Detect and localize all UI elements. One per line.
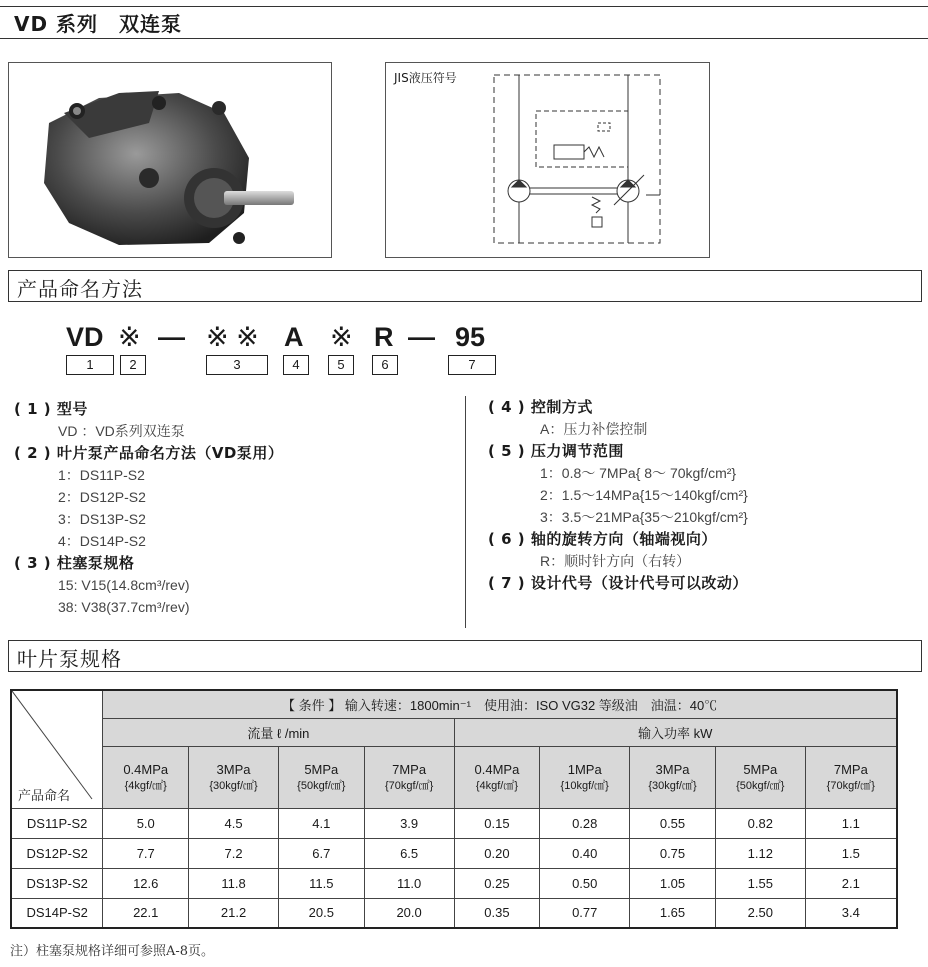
value-cell: 20.5	[278, 898, 364, 928]
value-cell: 7.7	[103, 838, 189, 868]
spec-section-title: 叶片泵规格	[17, 647, 122, 671]
jis-symbol-panel	[385, 62, 710, 258]
value-cell: 0.75	[630, 838, 716, 868]
pressure-header-cell	[278, 746, 364, 808]
table-row	[11, 838, 897, 868]
product-photo	[8, 62, 332, 258]
power-header: 输入功率 kW	[454, 718, 897, 746]
value-cell: 0.77	[540, 898, 630, 928]
item-2-sub-2: 2：DS12P-S2	[58, 489, 146, 505]
pressure-header-cell	[630, 746, 716, 808]
value-cell: 1.5	[805, 838, 897, 868]
value-cell: 0.35	[454, 898, 540, 928]
naming-section-title: 产品命名方法	[17, 277, 143, 301]
column-divider	[465, 396, 466, 628]
title-rule	[0, 38, 928, 39]
value-cell: 3.4	[805, 898, 897, 928]
value-cell: 12.6	[103, 868, 189, 898]
value-cell: 6.5	[364, 838, 454, 868]
item-5-heading: ( 5 ) 压力调节范围	[488, 442, 624, 460]
item-2-sub-1: 1：DS11P-S2	[58, 467, 145, 483]
value-cell: 2.1	[805, 868, 897, 898]
pressure-header-row	[11, 746, 897, 808]
item-2-heading: ( 2 ) 叶片泵产品命名方法（VD泵用）	[14, 444, 284, 462]
naming-section-header	[8, 270, 922, 302]
pressure-header-cell	[715, 746, 805, 808]
jis-label: JIS液压符号	[394, 71, 457, 85]
pressure-mpa: 7MPa	[392, 761, 427, 777]
value-cell: 0.25	[454, 868, 540, 898]
pressure-header-cell	[364, 746, 454, 808]
pressure-mpa: 0.4MPa	[474, 761, 520, 777]
value-cell: 11.8	[189, 868, 279, 898]
value-cell: 1.55	[715, 868, 805, 898]
item-2-sub-4: 4：DS14P-S2	[58, 533, 146, 549]
code-part-5: ※	[330, 322, 353, 352]
naming-items-left	[14, 398, 283, 618]
item-3-sub-1: 15: V15(14.8cm³/rev)	[58, 577, 190, 593]
item-5-sub-3: 3：3.5～21MPa{35～210kgf/cm²}	[540, 509, 748, 525]
condition-cell: 【 条件 】 输入转速：1800min⁻¹ 使用油：ISO VG32 等级油 油温：40℃	[103, 690, 897, 718]
value-cell: 0.20	[454, 838, 540, 868]
value-cell: 0.15	[454, 808, 540, 838]
value-cell: 7.2	[189, 838, 279, 868]
code-part-a: A	[284, 322, 304, 352]
code-box-1: 1	[66, 355, 114, 375]
value-cell: 1.1	[805, 808, 897, 838]
code-box-2: 2	[120, 355, 146, 375]
code-part-2: ※	[118, 322, 141, 352]
value-cell: 4.1	[278, 808, 364, 838]
pressure-header-cell	[454, 746, 540, 808]
footnote: 注）柱塞泵规格详细可参照A-8页。	[10, 944, 215, 959]
corner-label: 产品命名	[18, 787, 71, 803]
pressure-kgf: {4kgf/㎠}	[124, 779, 167, 792]
table-row	[11, 868, 897, 898]
corner-diagonal	[12, 691, 104, 811]
value-cell: 0.55	[630, 808, 716, 838]
code-box-5: 5	[328, 355, 354, 375]
naming-items-right	[488, 396, 748, 594]
item-6-sub: R：顺时针方向（右转）	[540, 553, 691, 569]
item-4-heading: ( 4 ) 控制方式	[488, 398, 593, 416]
pressure-mpa: 3MPa	[655, 761, 690, 777]
item-7-heading: ( 7 ) 设计代号（设计代号可以改动）	[488, 574, 748, 592]
flow-header: 流量 ℓ /min	[103, 718, 454, 746]
value-cell: 1.05	[630, 868, 716, 898]
value-cell: 0.40	[540, 838, 630, 868]
pressure-kgf: {50kgf/㎠}	[297, 779, 346, 792]
value-cell: 22.1	[103, 898, 189, 928]
item-5-sub-1: 1：0.8～ 7MPa{ 8～ 70kgf/cm²}	[540, 465, 737, 481]
value-cell: 11.5	[278, 868, 364, 898]
pressure-mpa: 7MPa	[833, 761, 868, 777]
pressure-kgf: {10kgf/㎠}	[560, 779, 609, 792]
pump-image	[9, 63, 331, 257]
item-3-heading: ( 3 ) 柱塞泵规格	[14, 554, 135, 572]
pressure-header-cell	[189, 746, 279, 808]
code-box-3: 3	[206, 355, 268, 375]
pressure-header-cell	[540, 746, 630, 808]
pressure-kgf: {70kgf/㎠}	[826, 779, 875, 792]
table-row	[11, 808, 897, 838]
item-3-sub-2: 38: V38(37.7cm³/rev)	[58, 599, 190, 615]
value-cell: 20.0	[364, 898, 454, 928]
pressure-kgf: {4kgf/㎠}	[475, 779, 519, 792]
page-title: VD 系列 双连泵	[14, 12, 183, 36]
value-cell: 3.9	[364, 808, 454, 838]
pressure-kgf: {50kgf/㎠}	[736, 779, 785, 792]
value-cell: 1.65	[630, 898, 716, 928]
value-cell: 5.0	[103, 808, 189, 838]
value-cell: 4.5	[189, 808, 279, 838]
pressure-mpa: 5MPa	[743, 761, 778, 777]
value-cell: 21.2	[189, 898, 279, 928]
pressure-kgf: {30kgf/㎠}	[209, 779, 258, 792]
item-4-sub: A：压力补偿控制	[540, 421, 648, 437]
code-dash-2: —	[408, 322, 435, 352]
model-name-cell: DS11P-S2	[11, 808, 103, 838]
code-part-3: ※ ※	[206, 322, 259, 352]
pressure-kgf: {70kgf/㎠}	[384, 779, 434, 792]
value-cell: 1.12	[715, 838, 805, 868]
spec-section-header	[8, 640, 922, 672]
top-rule	[0, 6, 928, 7]
model-name-cell: DS12P-S2	[11, 838, 103, 868]
pressure-mpa: 5MPa	[304, 761, 339, 777]
value-cell: 0.50	[540, 868, 630, 898]
corner-cell	[11, 690, 103, 808]
code-box-4: 4	[283, 355, 309, 375]
code-part-vd: VD	[66, 322, 104, 352]
pressure-mpa: 1MPa	[567, 761, 602, 777]
code-part-r: R	[374, 322, 394, 352]
code-box-6: 6	[372, 355, 398, 375]
pressure-kgf: {30kgf/㎠}	[648, 779, 697, 792]
vane-pump-spec-table	[10, 689, 898, 929]
code-part-95: 95	[455, 322, 486, 352]
value-cell: 2.50	[715, 898, 805, 928]
item-2-sub-3: 3：DS13P-S2	[58, 511, 146, 527]
item-5-sub-2: 2：1.5～14MPa{15～140kgf/cm²}	[540, 487, 748, 503]
pressure-mpa: 0.4MPa	[123, 761, 169, 777]
item-6-heading: ( 6 ) 轴的旋转方向（轴端视向）	[488, 530, 717, 548]
hydraulic-symbol-diagram	[386, 63, 709, 257]
value-cell: 0.82	[715, 808, 805, 838]
value-cell: 0.28	[540, 808, 630, 838]
model-name-cell: DS14P-S2	[11, 898, 103, 928]
code-dash-1: —	[158, 322, 185, 352]
table-body	[11, 808, 897, 928]
item-1-sub: VD ：VD系列双连泵	[58, 423, 185, 439]
value-cell: 6.7	[278, 838, 364, 868]
model-name-cell: DS13P-S2	[11, 868, 103, 898]
pressure-header-cell	[805, 746, 897, 808]
table-row	[11, 898, 897, 928]
pressure-mpa: 3MPa	[216, 761, 251, 777]
pressure-header-cell	[103, 746, 189, 808]
code-box-7: 7	[448, 355, 496, 375]
value-cell: 11.0	[364, 868, 454, 898]
item-1-heading: ( 1 ) 型号	[14, 400, 88, 418]
